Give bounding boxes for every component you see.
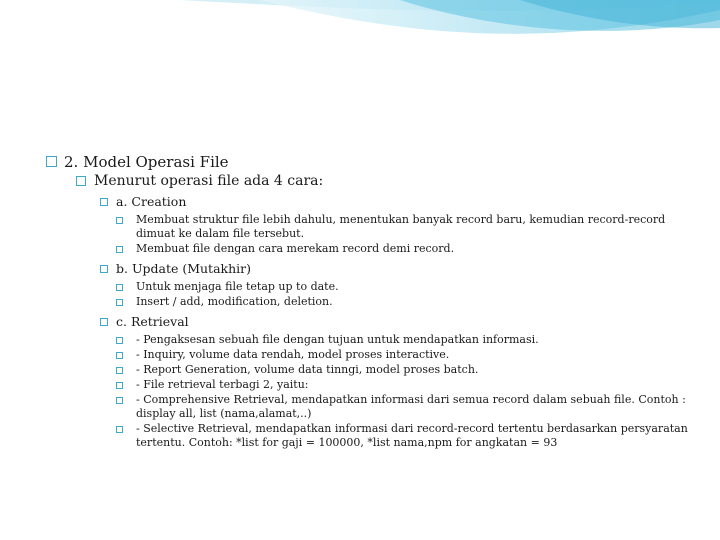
list-item-text: Membuat struktur file lebih dahulu, menentukan banyak record baru, kemudian record-record dimuat ke dalam file tersebut. bbox=[136, 213, 666, 240]
square-bullet-icon bbox=[100, 318, 108, 326]
list-item-text: - Selective Retrieval, mendapatkan informasi dari record-record tertentu berdasarkan persyaratan tertentu. Contoh: *list for gaji = 100000, *list nama,npm for angkatan = 93 bbox=[136, 422, 688, 449]
section-title-text: a. Creation bbox=[116, 194, 187, 209]
square-bullet-icon bbox=[100, 198, 108, 206]
list-item-text: - Pengaksesan sebuah file dengan tujuan untuk mendapatkan informasi. bbox=[136, 333, 539, 346]
list-item bbox=[114, 242, 696, 256]
square-bullet-icon bbox=[116, 352, 123, 359]
square-bullet-icon bbox=[46, 156, 57, 167]
list-item bbox=[114, 348, 696, 362]
list-item-text: - File retrieval terbagi 2, yaitu: bbox=[136, 378, 309, 391]
list-item-text: Insert / add, modification, deletion. bbox=[136, 295, 333, 308]
section-title-text: b. Update (Mutakhir) bbox=[116, 261, 252, 276]
list-item-text: - Report Generation, volume data tinngi, model proses batch. bbox=[136, 363, 479, 376]
list-item-text: Membuat file dengan cara merekam record demi record. bbox=[136, 242, 455, 255]
intro-text: Menurut operasi file ada 4 cara: bbox=[94, 173, 324, 189]
list-item bbox=[114, 363, 696, 377]
section-title bbox=[98, 194, 696, 210]
section-title bbox=[98, 261, 696, 277]
list-item bbox=[114, 213, 696, 241]
heading-item bbox=[46, 152, 696, 172]
list-item bbox=[114, 393, 696, 421]
intro-item bbox=[76, 172, 696, 191]
section-title bbox=[98, 314, 696, 330]
square-bullet-icon bbox=[116, 367, 123, 374]
square-bullet-icon bbox=[116, 382, 123, 389]
list-item-text: - Comprehensive Retrieval, mendapatkan informasi dari semua record dalam sebuah file. Contoh : display all, list (nama,alamat,..) bbox=[136, 393, 686, 420]
square-bullet-icon bbox=[116, 299, 123, 306]
heading-text: 2. Model Operasi File bbox=[64, 153, 229, 171]
square-bullet-icon bbox=[116, 284, 123, 291]
square-bullet-icon bbox=[100, 265, 108, 273]
square-bullet-icon bbox=[116, 246, 123, 253]
list-item bbox=[114, 280, 696, 294]
list-item bbox=[114, 378, 696, 392]
square-bullet-icon bbox=[116, 217, 123, 224]
square-bullet-icon bbox=[76, 176, 86, 186]
square-bullet-icon bbox=[116, 426, 123, 433]
square-bullet-icon bbox=[116, 337, 123, 344]
header-wave-decoration bbox=[0, 0, 720, 60]
slide-content bbox=[46, 152, 696, 450]
list-item bbox=[114, 295, 696, 309]
list-item bbox=[114, 422, 696, 450]
list-item-text: Untuk menjaga file tetap up to date. bbox=[136, 280, 339, 293]
square-bullet-icon bbox=[116, 397, 123, 404]
list-item-text: - Inquiry, volume data rendah, model proses interactive. bbox=[136, 348, 450, 361]
section-title-text: c. Retrieval bbox=[116, 314, 189, 329]
list-item bbox=[114, 333, 696, 347]
